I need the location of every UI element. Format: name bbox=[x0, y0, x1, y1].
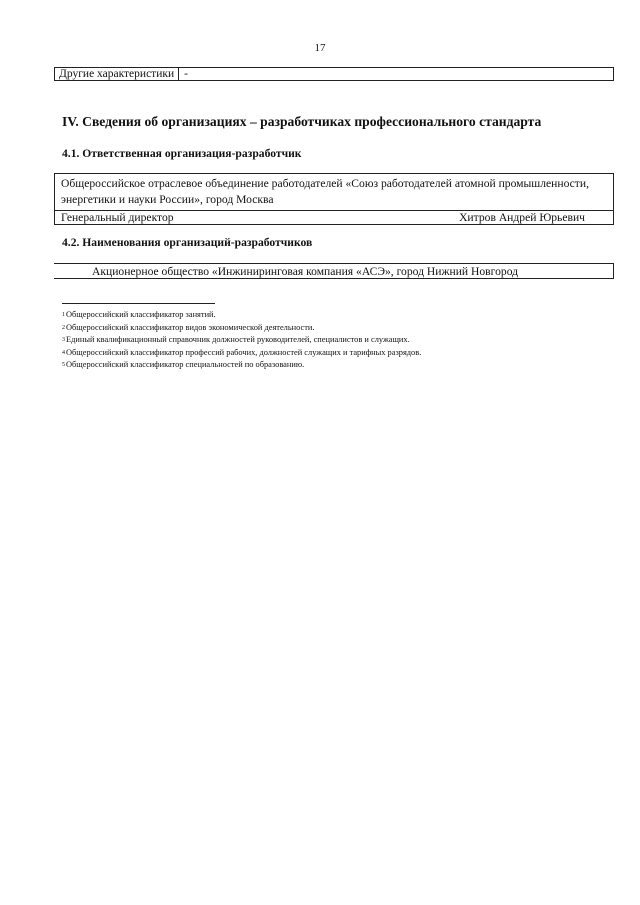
footnote: $^3$Единый квалификационный справочник должностей руководителей, специалистов и служащих. bbox=[62, 335, 410, 345]
other-characteristics-label: Другие характеристики bbox=[55, 68, 179, 80]
developer-org-name: Акционерное общество «Инжиниринговая компания «АСЭ», город Нижний Новгород bbox=[92, 265, 519, 278]
other-characteristics-row bbox=[54, 67, 614, 81]
developer-org-table bbox=[54, 263, 614, 279]
responsible-org-name: Общероссийское отраслевое объединение работодателей «Союз работодателей атомной промышленности, энергетики и науки России», город Москва bbox=[55, 174, 613, 211]
other-characteristics-value: - bbox=[184, 68, 188, 80]
footnote: $^2$Общероссийский классификатор видов экономической деятельности. bbox=[62, 322, 315, 332]
page-number: 17 bbox=[314, 42, 326, 54]
section-iv-title: IV. Сведения об организациях – разработчиках профессионального стандарта bbox=[62, 114, 542, 129]
footnote: $^1$Общероссийский классификатор занятий. bbox=[62, 310, 216, 319]
footnote: $^5$Общероссийский классификатор специальностей по образованию. bbox=[62, 360, 305, 370]
subsection-4-2-title: 4.2. Наименования организаций-разработчиков bbox=[62, 236, 313, 249]
responsible-org-head-row bbox=[55, 211, 613, 224]
footnote: $^4$Общероссийский классификатор профессий рабочих, должностей служащих и тарифных разрядов. bbox=[62, 347, 422, 357]
footnotes-list bbox=[62, 309, 582, 372]
footnote-separator bbox=[62, 303, 215, 304]
responsible-org-table bbox=[54, 173, 614, 225]
responsible-org-person: Хитров Андрей Юрьевич bbox=[459, 211, 585, 224]
subsection-4-1-title: 4.1. Ответственная организация-разработчик bbox=[62, 147, 302, 160]
responsible-org-position: Генеральный директор bbox=[61, 211, 174, 224]
